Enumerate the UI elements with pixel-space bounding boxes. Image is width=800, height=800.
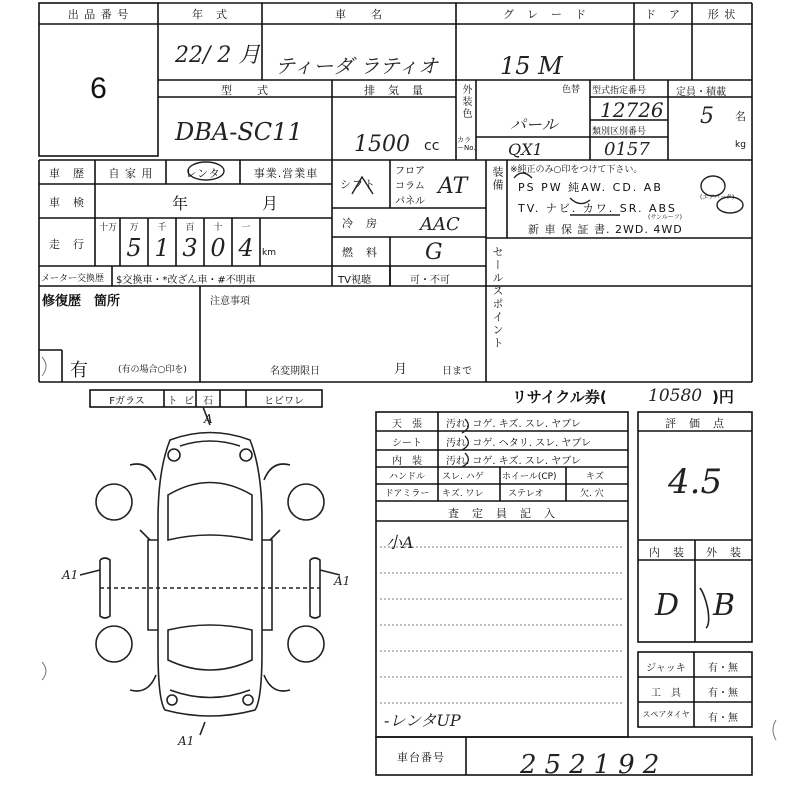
glass-tab-stone: 石 [203, 396, 213, 407]
car-name-label: 車 名 [335, 8, 383, 21]
meter-change-note: $交換車・*改ざん車・#不明車 [116, 275, 256, 286]
type-designation-label: 型式指定番号 [592, 86, 647, 96]
interior-stereo-value: 欠. 穴 [580, 489, 604, 499]
equipment-note: ※純正のみ○印をつけて下さい。 [510, 165, 643, 175]
capacity-unit: 名 [735, 110, 747, 123]
capacity-value: 5 [700, 104, 714, 129]
name-change-day: 日まで [442, 366, 472, 377]
model-label: 型 式 [221, 84, 269, 97]
mileage-digit-1k: 1 [154, 234, 170, 262]
mileage-unit-10: 十 [213, 223, 223, 233]
equipment-row1: PS PW 純AW. CD. AB [518, 181, 663, 194]
shift-option-column: コラム [395, 181, 425, 192]
score-interior-label: 内 装 [649, 546, 685, 559]
door-label: ド ア [645, 8, 681, 21]
ac-value: AAC [420, 214, 460, 235]
glass-tab-bi: ビ [184, 396, 194, 407]
car-name-value: ティーダ ラティオ [275, 54, 439, 78]
mileage-unit-100: 百 [185, 223, 195, 233]
meter-change-label: メーター交換歴 [41, 274, 105, 284]
category-label: 類別区別番号 [592, 127, 647, 137]
color-no: QX1 [508, 140, 543, 159]
score-exterior-value: B [712, 588, 736, 623]
car-mark-left: A1 [62, 568, 79, 582]
score-label: 評 価 点 [665, 417, 725, 430]
car-mark-top: A [204, 412, 213, 426]
capacity-label: 定員・積載 [676, 87, 726, 98]
car-mark-right: A1 [334, 574, 351, 588]
mileage-unit-10k: 万 [129, 223, 139, 233]
tool-tools-label: 工 具 [651, 688, 681, 699]
grade-label: グ レ ー ド [503, 8, 587, 21]
mileage-unit-1: 一 [241, 223, 251, 233]
interior-handle-value: スレ. ハゲ [442, 472, 484, 482]
interior-row-seat-value: 汚れ. コゲ. ヘタリ. スレ. ヤブレ [446, 438, 592, 449]
mileage-unit-100k: 十万 [98, 223, 117, 233]
body-type-label: 形 状 [707, 8, 737, 21]
car-mark-front: A1 [178, 734, 195, 748]
score-interior-value: D [654, 588, 680, 623]
displacement-label: 排 気 量 [364, 84, 424, 97]
equipment-row1-small: (エアバック) [700, 194, 735, 201]
mileage-label: 走 行 [49, 238, 85, 251]
history-option-rental: レンタ [185, 167, 221, 180]
glass-tab-to: ト [167, 396, 178, 407]
interior-mirror-label: ドアミラー [384, 489, 430, 499]
tool-spare-value: 有・無 [708, 713, 738, 724]
tool-jack-label: ジャッキ [646, 663, 686, 674]
inspector-note-2: -レンタUP [384, 711, 461, 730]
equipment-label: 装備 [491, 166, 504, 192]
type-designation-value: 12726 [600, 98, 664, 122]
ac-label: 冷 房 [342, 217, 378, 230]
history-option-business: 事業.営業車 [253, 167, 319, 180]
recycle-label: リサイクル券( [512, 388, 607, 406]
tool-tools-value: 有・無 [708, 688, 738, 699]
color-change-label: 色替 [562, 85, 581, 95]
score-value: 4.5 [668, 462, 723, 502]
year-label: 年 式 [192, 8, 228, 21]
glass-tab-front: Fガラス [109, 396, 145, 407]
fuel-label: 燃 料 [342, 246, 378, 259]
interior-handle-label: ハンドル [388, 472, 425, 482]
chassis-value: 252192 [520, 750, 668, 780]
interior-mirror-value: キズ. ワレ [442, 489, 484, 499]
caution-label: 注意事項 [210, 296, 250, 307]
mileage-unit-1k: 千 [157, 223, 167, 233]
mileage-digit-100: 3 [182, 234, 198, 262]
exterior-color-sub-label: カラーNo. [457, 136, 476, 152]
exterior-color-label: 外装色 [460, 84, 471, 120]
equipment-row2-small: (サンルーフ) [648, 214, 682, 221]
lot-no-label: 出 品 番 号 [67, 8, 130, 21]
interior-row-ceiling-value: 汚れ. コゲ. キズ. スレ. ヤブレ [446, 419, 581, 430]
kg-unit: kg [735, 140, 746, 150]
displacement-unit: cc [424, 138, 440, 154]
equipment-row3: 新 車 保 証 書. 2WD. 4WD [528, 223, 683, 236]
history-label: 車 歴 [49, 167, 85, 180]
shift-value: AT [438, 174, 468, 199]
displacement-value: 1500 [354, 132, 410, 157]
inspection-label: 車 検 [49, 196, 85, 209]
color-value: パール [510, 115, 558, 134]
mileage-unit-km: km [262, 248, 276, 258]
grade-value: 15 M [500, 52, 563, 80]
name-change-label: 名変期限日 [270, 366, 320, 377]
mileage-digit-10k: 5 [126, 234, 142, 262]
glass-tab-crack: ヒビワレ [264, 396, 304, 407]
shift-label: シフト [340, 178, 376, 191]
interior-row-ceiling-label: 天 張 [392, 419, 422, 430]
interior-wheel-label: ホイール(CP) [502, 472, 557, 482]
recycle-value: 10580 [648, 386, 703, 406]
mileage-digit-1: 4 [238, 234, 254, 262]
inspector-note-1: 小A [386, 533, 414, 552]
tv-value: 可・不可 [410, 275, 450, 286]
lot-no: 6 [90, 72, 107, 105]
tool-spare-label: スペアタイヤ [642, 710, 690, 719]
shift-option-floor: フロア [395, 166, 425, 177]
tv-label: TV視聴 [338, 275, 371, 286]
equipment-row2: TV. ナビ. カワ. SR. ABS [518, 202, 677, 215]
interior-row-trim-label: 内 装 [392, 456, 422, 467]
recycle-unit: )円 [712, 388, 734, 406]
name-change-month: 月 [394, 362, 408, 377]
model-value: DBA-SC11 [175, 118, 303, 146]
category-value: 0157 [604, 139, 650, 160]
mileage-digit-10: 0 [210, 234, 226, 262]
sales-point-label: セールスポイント [491, 246, 504, 350]
inspection-year: 年 [172, 194, 189, 213]
interior-stereo-label: ステレオ [508, 489, 544, 499]
shift-option-panel: パネル [395, 196, 425, 207]
fuel-value: G [425, 240, 443, 265]
chassis-label: 車台番号 [397, 751, 445, 764]
repair-note: (有の場合○印を) [118, 365, 187, 375]
interior-row-seat-label: シート [392, 438, 422, 449]
score-exterior-label: 外 装 [706, 546, 742, 559]
history-option-private: 自 家 用 [108, 167, 154, 180]
tool-jack-value: 有・無 [708, 663, 738, 674]
repair-value: 有 [70, 360, 88, 381]
interior-wheel-value: キズ [586, 472, 604, 482]
inspection-month: 月 [262, 194, 279, 213]
inspector-label: 査 定 員 記 入 [448, 507, 556, 520]
year-value: 22/ 2 月 [175, 43, 261, 68]
interior-row-trim-value: 汚れ. コゲ. キズ. スレ. ヤブレ [446, 456, 581, 467]
repair-label: 修復歴 箇所 [42, 294, 121, 309]
